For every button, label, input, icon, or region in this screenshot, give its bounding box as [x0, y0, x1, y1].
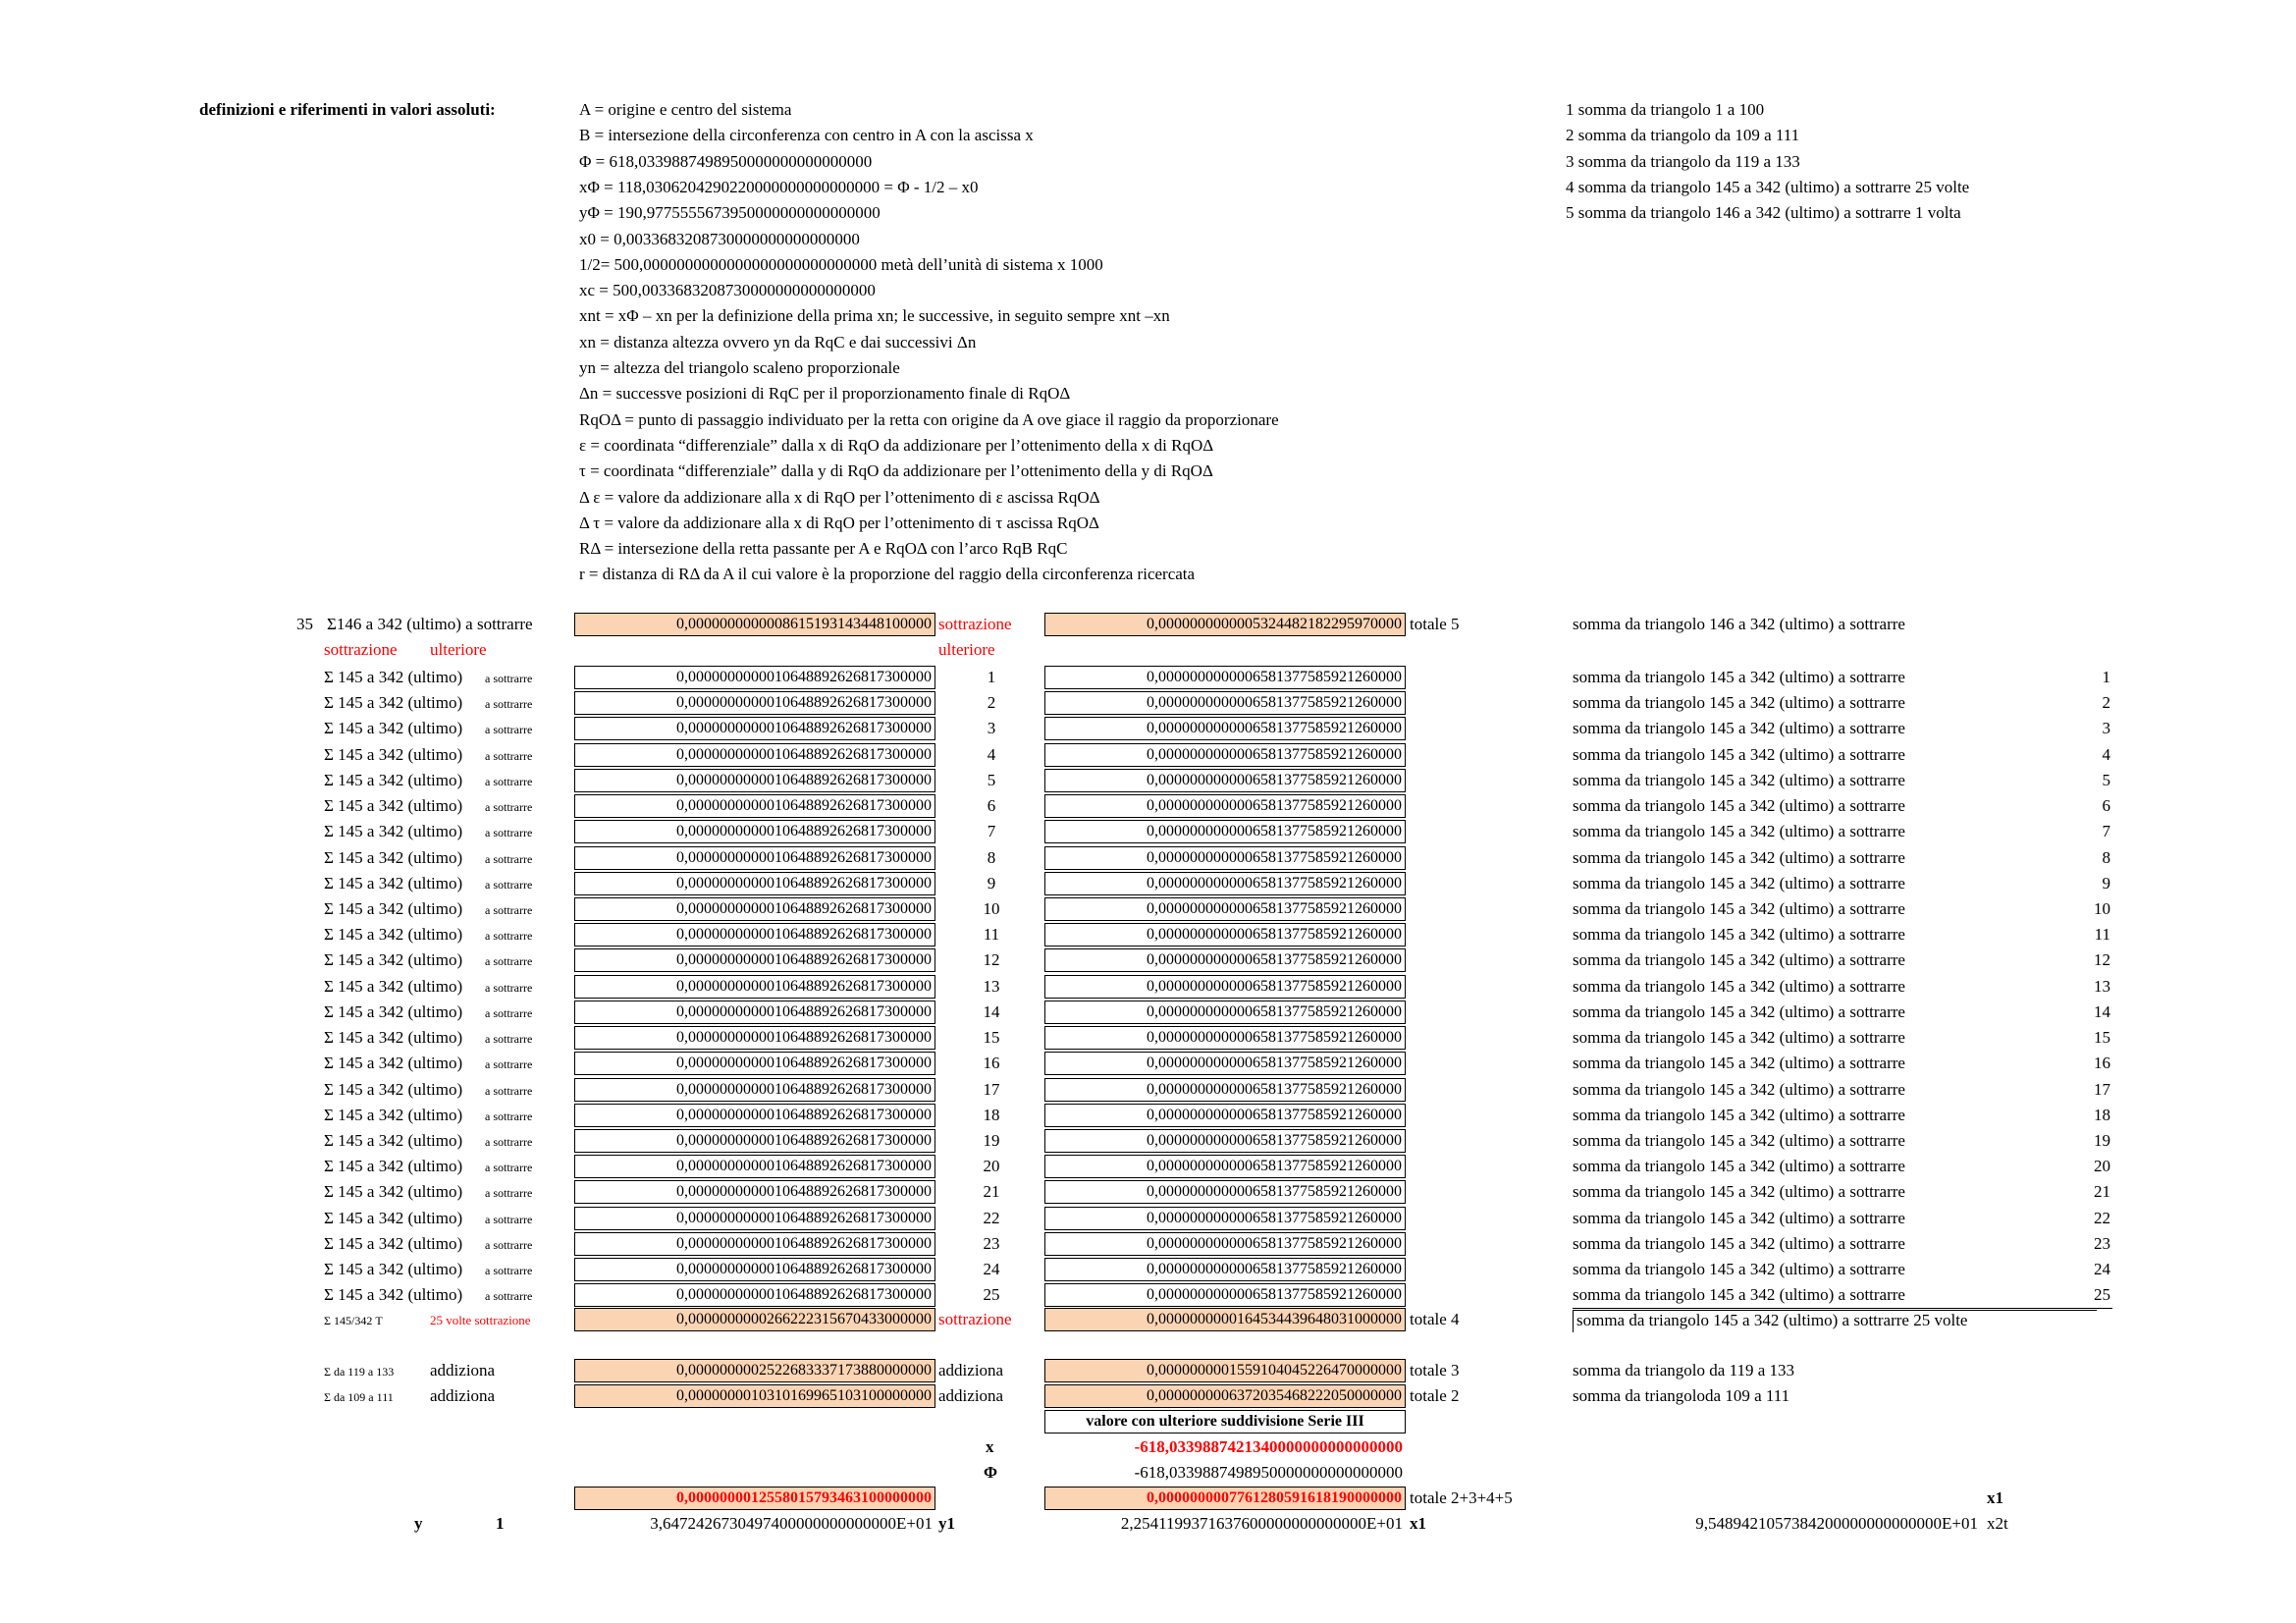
row-value-2: 0,0000000000006581377585921260000: [1044, 1052, 1406, 1075]
phi-label: Φ: [984, 1463, 998, 1482]
row-label: Σ 145 a 342 (ultimo): [324, 770, 463, 789]
top-row-total: totale 5: [1410, 615, 1460, 633]
row-index-right: 23: [2094, 1233, 2110, 1253]
row-index-mid: 7: [987, 822, 996, 841]
row-label: Σ 145 a 342 (ultimo): [324, 1260, 463, 1279]
row-index-right: 17: [2094, 1079, 2110, 1099]
definition-line: A = origine e centro del sistema: [579, 100, 792, 119]
total2-desc: somma da triangoloda 109 a 111: [1573, 1386, 1790, 1405]
row-desc: somma da triangolo 145 a 342 (ultimo) a sottrarre: [1573, 822, 1905, 841]
row-value-2: 0,0000000000006581377585921260000: [1044, 743, 1406, 767]
top-row-desc: somma da triangolo 146 a 342 (ultimo) a sottrarre: [1573, 615, 1905, 633]
row-index-mid: 19: [983, 1130, 1000, 1150]
row-index-mid: 15: [983, 1028, 1000, 1048]
total4-value-1: 0,0000000000266222315670433000000: [574, 1308, 935, 1331]
definition-line: x0 = 0,0033683208730000000000000000: [579, 229, 860, 248]
row-sublabel: a sottrarre: [485, 672, 533, 685]
row-desc: somma da triangolo 145 a 342 (ultimo) a sottrarre: [1573, 1001, 1905, 1021]
row-index-mid: 22: [983, 1208, 1000, 1227]
row-index-mid: 17: [983, 1079, 1000, 1099]
row-index-mid: 24: [983, 1260, 1000, 1279]
definition-line: Δn = successve posizioni di RqC per il proporzionamento finale di RqOΔ: [579, 384, 1071, 404]
row-index-right: 24: [2094, 1260, 2110, 1279]
row-index-right: 14: [2094, 1001, 2110, 1021]
top-row-mid-label: sottrazione: [938, 615, 1012, 633]
row-index-right: 8: [2102, 847, 2110, 867]
row-label: Σ 145 a 342 (ultimo): [324, 1233, 463, 1253]
total3-desc: somma da triangolo da 119 a 133: [1573, 1361, 1794, 1380]
row-value-1: 0,0000000000010648892626817300000: [574, 872, 935, 895]
total2-label: Σ da 109 a 111: [324, 1390, 394, 1404]
row-value-2: 0,0000000000006581377585921260000: [1044, 820, 1406, 843]
total4-desc: somma da triangolo 145 a 342 (ultimo) a sottrarre 25 volte: [1573, 1310, 2097, 1332]
row-label: Σ 145 a 342 (ultimo): [324, 1054, 463, 1073]
row-value-2: 0,0000000000006581377585921260000: [1044, 1207, 1406, 1230]
row-index-right: 12: [2094, 950, 2110, 970]
bottom-y-label: y: [414, 1514, 423, 1533]
row-desc: somma da triangolo 145 a 342 (ultimo) a sottrarre: [1573, 1105, 1905, 1124]
definition-line: xn = distanza altezza ovvero yn da RqC e dai successivi Δn: [579, 332, 977, 352]
row-value-1: 0,0000000000010648892626817300000: [574, 1001, 935, 1024]
row-index-right: 3: [2102, 719, 2110, 738]
row-index-mid: 9: [987, 873, 996, 893]
bottom-x1-label: x1: [1410, 1514, 1426, 1533]
total4-mid-label: sottrazione: [938, 1310, 1012, 1328]
row-index-mid: 10: [983, 898, 1000, 918]
row-index-right: 18: [2094, 1105, 2110, 1124]
row-sublabel: a sottrarre: [485, 851, 533, 866]
row-value-1: 0,0000000000010648892626817300000: [574, 769, 935, 792]
sub-header-left-1: sottrazione: [324, 640, 398, 659]
row-desc: somma da triangolo 145 a 342 (ultimo) a sottrarre: [1573, 744, 1905, 764]
row-sublabel: a sottrarre: [485, 1289, 533, 1304]
row-index-right: 22: [2094, 1208, 2110, 1227]
row-index-right: 15: [2094, 1028, 2110, 1048]
row-value-2: 0,0000000000006581377585921260000: [1044, 1129, 1406, 1153]
row-index-mid: 6: [987, 796, 996, 816]
top-row-value-2: 0,0000000000005324482182295970000: [1044, 613, 1406, 636]
bottom-y1-value: 3,6472426730497400000000000000E+01: [650, 1514, 933, 1533]
row-label: Σ 145 a 342 (ultimo): [324, 1105, 463, 1124]
total3-label: Σ da 119 a 133: [324, 1365, 395, 1379]
top-row-number: 35: [296, 615, 313, 633]
row-label: Σ 145 a 342 (ultimo): [324, 668, 463, 686]
definition-line: τ = coordinata “differenziale” dalla y di RqO da addizionare per l’ottenimento della y di RqOΔ: [579, 461, 1213, 481]
bottom-one: 1: [496, 1514, 505, 1533]
row-value-2: 0,0000000000006581377585921260000: [1044, 1155, 1406, 1178]
definition-line: yΦ = 190,9775555673950000000000000000: [579, 203, 881, 223]
row-label: Σ 145 a 342 (ultimo): [324, 950, 463, 970]
row-desc: somma da triangolo 145 a 342 (ultimo) a sottrarre: [1573, 770, 1905, 789]
row-label: Σ 145 a 342 (ultimo): [324, 898, 463, 918]
total3-value-1: 0,0000000002522683337173880000000: [574, 1359, 935, 1382]
row-index-mid: 4: [987, 744, 996, 764]
row-index-right: 5: [2102, 770, 2110, 789]
legend-item: 3 somma da triangolo da 119 a 133: [1566, 151, 1800, 171]
row-desc: somma da triangolo 145 a 342 (ultimo) a sottrarre: [1573, 1028, 1905, 1048]
row-value-2: 0,0000000000006581377585921260000: [1044, 1026, 1406, 1050]
row-index-right: 2: [2102, 693, 2110, 713]
row-value-1: 0,0000000000010648892626817300000: [574, 897, 935, 921]
row-label: Σ 145 a 342 (ultimo): [324, 1001, 463, 1021]
bottom-x2t-label: x2t: [1987, 1514, 2008, 1533]
row-sublabel: a sottrarre: [485, 902, 533, 917]
row-index-right: 4: [2102, 744, 2110, 764]
total2-total: totale 2: [1410, 1386, 1460, 1405]
row-value-1: 0,0000000000010648892626817300000: [574, 1129, 935, 1153]
row-value-1: 0,0000000000010648892626817300000: [574, 794, 935, 818]
row-label: Σ 145 a 342 (ultimo): [324, 925, 463, 945]
total2-op: addiziona: [430, 1386, 496, 1405]
row-index-mid: 20: [983, 1157, 1000, 1176]
total3-total: totale 3: [1410, 1361, 1460, 1380]
definition-line: Φ = 618,0339887498950000000000000000: [579, 151, 873, 171]
phi-value: -618,0339887498950000000000000000: [1134, 1463, 1403, 1482]
row-value-1: 0,0000000000010648892626817300000: [574, 948, 935, 972]
row-sublabel: a sottrarre: [485, 1264, 533, 1278]
row-label: Σ 145 a 342 (ultimo): [324, 1285, 463, 1305]
row-label: Σ 145 a 342 (ultimo): [324, 873, 463, 893]
sum-value-2: 0,0000000007761280591618190000000: [1044, 1487, 1406, 1510]
row-value-2: 0,0000000000006581377585921260000: [1044, 1232, 1406, 1256]
row-sublabel: a sottrarre: [485, 980, 533, 995]
row-index-mid: 21: [983, 1182, 1000, 1202]
row-index-mid: 3: [987, 719, 996, 738]
row-index-right: 25: [2094, 1285, 2110, 1305]
row-desc: somma da triangolo 145 a 342 (ultimo) a sottrarre: [1573, 1208, 1905, 1227]
row-desc: somma da triangolo 145 a 342 (ultimo) a sottrarre: [1573, 1130, 1905, 1150]
row-desc: somma da triangolo 145 a 342 (ultimo) a sottrarre: [1573, 1260, 1905, 1279]
row-value-2: 0,0000000000006581377585921260000: [1044, 1180, 1406, 1204]
row-index-right: 11: [2094, 925, 2110, 945]
row-index-right: 10: [2094, 898, 2110, 918]
row-desc: somma da triangolo 145 a 342 (ultimo) a sottrarre: [1573, 1233, 1905, 1253]
definition-line: Δ τ = valore da addizionare alla x di RqO per l’ottenimento di τ ascissa RqOΔ: [579, 513, 1099, 532]
row-index-right: 20: [2094, 1157, 2110, 1176]
definition-line: r = distanza di RΔ da A il cui valore è la proporzione del raggio della circonferenza ricercata: [579, 565, 1196, 584]
row-sublabel: a sottrarre: [485, 774, 533, 788]
total2-value-1: 0,0000000010310169965103100000000: [574, 1384, 935, 1408]
definition-line: RqOΔ = punto di passaggio individuato per la retta con origine da A ove giace il raggio da proporzionare: [579, 409, 1279, 429]
row-label: Σ 145 a 342 (ultimo): [324, 693, 463, 713]
row-label: Σ 145 a 342 (ultimo): [324, 1130, 463, 1150]
definition-line: xnt = xΦ – xn per la definizione della prima xn; le successive, in seguito sempre xnt –xn: [579, 306, 1170, 326]
definition-line: ε = coordinata “differenziale” dalla x di RqO da addizionare per l’ottenimento della x di RqOΔ: [579, 435, 1214, 455]
row-label: Σ 145 a 342 (ultimo): [324, 847, 463, 867]
row-desc: somma da triangolo 145 a 342 (ultimo) a sottrarre: [1573, 1054, 1905, 1073]
bottom-x1-value: 2,2541199371637600000000000000E+01: [1120, 1514, 1403, 1533]
row-sublabel: a sottrarre: [485, 929, 533, 944]
sum-x1-label: x1: [1987, 1488, 2003, 1507]
row-desc: somma da triangolo 145 a 342 (ultimo) a sottrarre: [1573, 976, 1905, 996]
legend-item: 5 somma da triangolo 146 a 342 (ultimo) a sottrarre 1 volta: [1566, 203, 1961, 223]
row-value-1: 0,0000000000010648892626817300000: [574, 1078, 935, 1102]
row-desc: somma da triangolo 145 a 342 (ultimo) a sottrarre: [1573, 719, 1905, 738]
row-value-2: 0,0000000000006581377585921260000: [1044, 923, 1406, 947]
row-value-1: 0,0000000000010648892626817300000: [574, 666, 935, 689]
row-value-2: 0,0000000000006581377585921260000: [1044, 1258, 1406, 1281]
row-index-mid: 5: [987, 770, 996, 789]
row-sublabel: a sottrarre: [485, 1057, 533, 1072]
row-sublabel: a sottrarre: [485, 1161, 533, 1175]
row-value-1: 0,0000000000010648892626817300000: [574, 1155, 935, 1178]
row-value-1: 0,0000000000010648892626817300000: [574, 1232, 935, 1256]
definition-line: B = intersezione della circonferenza con centro in A con la ascissa x: [579, 126, 1034, 145]
row-desc: somma da triangolo 145 a 342 (ultimo) a sottrarre: [1573, 1182, 1905, 1202]
row-index-mid: 8: [987, 847, 996, 867]
row-sublabel: a sottrarre: [485, 800, 533, 815]
top-row-value-1: 0,0000000000008615193143448100000: [574, 613, 935, 636]
row-label: Σ 145 a 342 (ultimo): [324, 976, 463, 996]
row-index-mid: 1: [987, 668, 996, 686]
row-desc: somma da triangolo 145 a 342 (ultimo) a sottrarre: [1573, 898, 1905, 918]
total4-label: Σ 145/342 T: [324, 1314, 383, 1327]
row-index-mid: 11: [983, 925, 1000, 945]
row-sublabel: a sottrarre: [485, 697, 533, 712]
row-desc: somma da triangolo 145 a 342 (ultimo) a sottrarre: [1573, 873, 1905, 893]
definition-line: xΦ = 118,0306204290220000000000000000 = Φ - 1/2 – x0: [579, 177, 979, 196]
row-value-2: 0,0000000000006581377585921260000: [1044, 948, 1406, 972]
row-value-1: 0,0000000000010648892626817300000: [574, 1026, 935, 1050]
sum-total: totale 2+3+4+5: [1410, 1488, 1513, 1507]
row-sublabel: a sottrarre: [485, 1005, 533, 1020]
row-index-right: 1: [2102, 668, 2110, 686]
row-value-1: 0,0000000000010648892626817300000: [574, 1052, 935, 1075]
definition-line: RΔ = intersezione della retta passante per A e RqOΔ con l’arco RqB RqC: [579, 539, 1068, 559]
row-sublabel: a sottrarre: [485, 1134, 533, 1149]
legend-item: 4 somma da triangolo 145 a 342 (ultimo) a sottrarre 25 volte: [1566, 177, 1970, 196]
total4-total: totale 4: [1410, 1310, 1460, 1328]
row-value-2: 0,0000000000006581377585921260000: [1044, 1078, 1406, 1102]
row-desc: somma da triangolo 145 a 342 (ultimo) a sottrarre: [1573, 1157, 1905, 1176]
row-sublabel: a sottrarre: [485, 723, 533, 737]
row-value-1: 0,0000000000010648892626817300000: [574, 717, 935, 740]
total3-mid-label: addiziona: [938, 1361, 1004, 1380]
total2-value-2: 0,0000000006372035468222050000000: [1044, 1384, 1406, 1408]
row-index-mid: 23: [983, 1233, 1000, 1253]
row-index-right: 13: [2094, 976, 2110, 996]
row-label: Σ 145 a 342 (ultimo): [324, 1157, 463, 1176]
definition-line: yn = altezza del triangolo scaleno proporzionale: [579, 358, 900, 377]
row-sublabel: a sottrarre: [485, 954, 533, 969]
row-value-2: 0,0000000000006581377585921260000: [1044, 769, 1406, 792]
sum-value-1: 0,0000000012558015793463100000000: [574, 1487, 935, 1510]
row-index-mid: 14: [983, 1001, 1000, 1021]
row-index-mid: 25: [983, 1285, 1000, 1305]
row-desc: somma da triangolo 145 a 342 (ultimo) a sottrarre: [1573, 693, 1905, 713]
row-value-2: 0,0000000000006581377585921260000: [1044, 666, 1406, 689]
row-sublabel: a sottrarre: [485, 1186, 533, 1201]
row-sublabel: a sottrarre: [485, 1083, 533, 1098]
bottom-y1-label: y1: [938, 1514, 955, 1533]
x-label: x: [986, 1437, 994, 1456]
row-value-2: 0,0000000000006581377585921260000: [1044, 846, 1406, 870]
row-desc: somma da triangolo 145 a 342 (ultimo) a sottrarre: [1573, 1079, 1905, 1099]
total2-mid-label: addiziona: [938, 1386, 1004, 1405]
row-index-right: 21: [2094, 1182, 2110, 1202]
row-index-right: 16: [2094, 1054, 2110, 1073]
row-index-right: 19: [2094, 1130, 2110, 1150]
row-sublabel: a sottrarre: [485, 877, 533, 892]
definition-line: xc = 500,0033683208730000000000000000: [579, 281, 876, 300]
row-desc: somma da triangolo 145 a 342 (ultimo) a sottrarre: [1573, 925, 1905, 945]
row-label: Σ 145 a 342 (ultimo): [324, 796, 463, 816]
legend-item: 1 somma da triangolo 1 a 100: [1566, 100, 1765, 119]
row-value-1: 0,0000000000010648892626817300000: [574, 1180, 935, 1204]
row-desc: somma da triangolo 145 a 342 (ultimo) a sottrarre: [1573, 796, 1905, 816]
row-label: Σ 145 a 342 (ultimo): [324, 1079, 463, 1099]
row-value-1: 0,0000000000010648892626817300000: [574, 1104, 935, 1127]
row-value-1: 0,0000000000010648892626817300000: [574, 691, 935, 715]
row-desc: somma da triangolo 145 a 342 (ultimo) a sottrarre: [1573, 668, 1905, 686]
row-index-right: 7: [2102, 822, 2110, 841]
row-label: Σ 145 a 342 (ultimo): [324, 1208, 463, 1227]
row-index-right: 9: [2102, 873, 2110, 893]
row-label: Σ 145 a 342 (ultimo): [324, 719, 463, 738]
definition-line: 1/2= 500,0000000000000000000000000000 metà dell’unità di sistema x 1000: [579, 254, 1103, 274]
total4-value-2: 0,0000000000164534439648031000000: [1044, 1308, 1406, 1331]
row-index-mid: 18: [983, 1105, 1000, 1124]
total3-op: addiziona: [430, 1361, 496, 1380]
row-index-mid: 16: [983, 1054, 1000, 1073]
row-index-mid: 12: [983, 950, 1000, 970]
serie-header: valore con ulteriore suddivisione Serie III: [1044, 1410, 1406, 1434]
x-value: -618,0339887421340000000000000000: [1134, 1437, 1403, 1456]
row-value-1: 0,0000000000010648892626817300000: [574, 1258, 935, 1281]
row-value-2: 0,0000000000006581377585921260000: [1044, 1104, 1406, 1127]
row-value-2: 0,0000000000006581377585921260000: [1044, 1001, 1406, 1024]
row-value-2: 0,0000000000006581377585921260000: [1044, 794, 1406, 818]
row-sublabel: a sottrarre: [485, 748, 533, 763]
definition-line: Δ ε = valore da addizionare alla x di RqO per l’ottenimento di ε ascissa RqOΔ: [579, 487, 1100, 507]
row-label: Σ 145 a 342 (ultimo): [324, 744, 463, 764]
row-value-1: 0,0000000000010648892626817300000: [574, 1283, 935, 1307]
row-value-1: 0,0000000000010648892626817300000: [574, 846, 935, 870]
top-row-label: Σ146 a 342 (ultimo) a sottrarre: [327, 615, 533, 633]
row-value-1: 0,0000000000010648892626817300000: [574, 975, 935, 999]
row-index-mid: 13: [983, 976, 1000, 996]
definitions-heading: definizioni e riferimenti in valori assoluti:: [199, 100, 496, 119]
row-value-2: 0,0000000000006581377585921260000: [1044, 975, 1406, 999]
row-desc: somma da triangolo 145 a 342 (ultimo) a sottrarre: [1573, 1285, 1905, 1305]
row-value-2: 0,0000000000006581377585921260000: [1044, 872, 1406, 895]
sub-header-left-2: ulteriore: [430, 640, 487, 659]
row-sublabel: a sottrarre: [485, 826, 533, 840]
row-value-1: 0,0000000000010648892626817300000: [574, 923, 935, 947]
row-label: Σ 145 a 342 (ultimo): [324, 822, 463, 841]
row-value-1: 0,0000000000010648892626817300000: [574, 820, 935, 843]
total4-note: 25 volte sottrazione: [430, 1313, 531, 1327]
total3-value-2: 0,0000000001559104045226470000000: [1044, 1359, 1406, 1382]
row-value-1: 0,0000000000010648892626817300000: [574, 1207, 935, 1230]
row-index-mid: 2: [987, 693, 996, 713]
row-value-1: 0,0000000000010648892626817300000: [574, 743, 935, 767]
row-label: Σ 145 a 342 (ultimo): [324, 1028, 463, 1048]
row-desc: somma da triangolo 145 a 342 (ultimo) a sottrarre: [1573, 950, 1905, 970]
sub-header-mid: ulteriore: [938, 640, 995, 659]
row-sublabel: a sottrarre: [485, 1237, 533, 1252]
row-value-2: 0,0000000000006581377585921260000: [1044, 691, 1406, 715]
row-sublabel: a sottrarre: [485, 1109, 533, 1123]
legend-item: 2 somma da triangolo da 109 a 111: [1566, 126, 1800, 145]
row-sublabel: a sottrarre: [485, 1032, 533, 1047]
row-label: Σ 145 a 342 (ultimo): [324, 1182, 463, 1202]
row-value-2: 0,0000000000006581377585921260000: [1044, 1283, 1406, 1307]
row-desc: somma da triangolo 145 a 342 (ultimo) a sottrarre: [1573, 847, 1905, 867]
row-value-2: 0,0000000000006581377585921260000: [1044, 897, 1406, 921]
bottom-x2t-value: 9,5489421057384200000000000000E+01: [1695, 1514, 1978, 1533]
row-index-right: 6: [2102, 796, 2110, 816]
row-value-2: 0,0000000000006581377585921260000: [1044, 717, 1406, 740]
row-sublabel: a sottrarre: [485, 1212, 533, 1226]
